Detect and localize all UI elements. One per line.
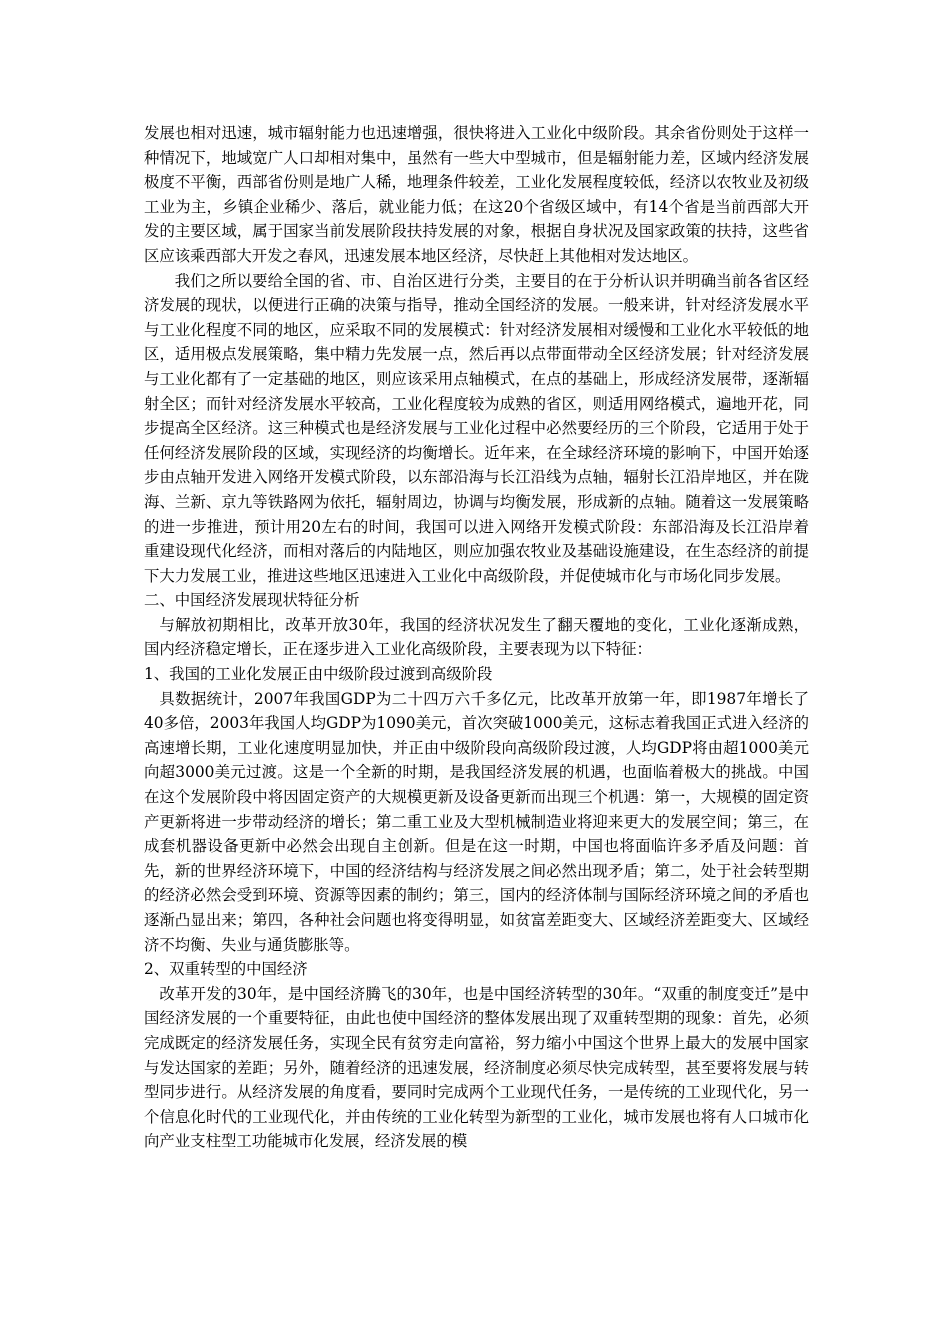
paragraph-regional-development-continued: 发展也相对迅速，城市辐射能力也迅速增强，很快将进入工业化中级阶段。其余省份则处于这样一种情况下，地域宽广人口却相对集中，虽然有一些大中型城市，但是辐射能力差，区域内经济发展极度不平衡，西部省份则是地广人稀，地理条件较差，工业化发展程度较低，经济以农牧业及初级工业为主，乡镇企业稀少、落后，就业能力低；在这20个省级区域中，有14个省是当前西部大开发的主要区域，属于国家当前发展阶段扶持发展的对象，根据自身状况及国家政策的扶持，这些省区应该乘西部大开发之春风，迅速发展本地区经济，尽快赶上其他相对发达地区。	[144, 124, 809, 265]
document-page	[144, 121, 809, 1154]
paragraph-development-models: 我们之所以要给全国的省、市、自治区进行分类，主要目的在于分析认识并明确当前各省区经济发展的现状，以便进行正确的决策与指导，推动全国经济的发展。一般来讲，针对经济发展水平与工业化程度不同的地区，应采取不同的发展模式：针对经济发展相对缓慢和工业化水平较低的地区，适用极点发展策略，集中精力先发展一点，然后再以点带面带动全区经济发展；针对经济发展与工业化都有了一定基础的地区，则应该采用点轴模式，在点的基础上，形成经济发展带，逐渐辐射全区；而针对经济发展水平较高，工业化程度较为成熟的省区，则适用网络模式，遍地开花，同步提高全区经济。这三种模式也是经济发展与工业化过程中必然要经历的三个阶段，它适用于处于任何经济发展阶段的区域，实现经济的均衡增长。近年来，在全球经济环境的影响下，中国开始逐步由点轴开发进入网络开发模式阶段，以东部沿海与长江沿线为点轴，辐射长江沿岸地区，并在陇海、兰新、京九等铁路网为依托，辐射周边，协调与均衡发展，形成新的点轴。随着这一发展策略的进一步推进，预计用20左右的时间，我国可以进入网络开发模式阶段：东部沿海及长江沿岸着重建设现代化经济，而相对落后的内陆地区，则应加强农牧业及基础设施建设，在生态经济的前提下大力发展工业，推进这些地区迅速进入工业化中高级阶段，并促使城市化与市场化同步发展。	[144, 271, 809, 585]
section-heading-status-analysis: 二、中国经济发展现状特征分析	[144, 591, 360, 610]
paragraph-dual-transition: 改革开发的30年，是中国经济腾飞的30年，也是中国经济转型的30年。“双重的制度变迁”是中国经济发展的一个重要特征，由此也使中国经济的整体发展出现了双重转型期的现象：首先，必须完成既定的经济发展任务，实现全民有贫穷走向富裕，努力缩小中国这个世界上最大的发展中国家与发达国家的差距；另外，随着经济的迅速发展，经济制度必须尽快完成转型，甚至要将发展与转型同步进行。从经济发展的角度看，要同时完成两个工业现代任务，一是传统的工业现代化，另一个信息化时代的工业现代化，并由传统的工业化转型为新型的工业化，城市发展也将有人口城市化向产业支柱型工功能城市化发展，经济发展的模	[144, 984, 809, 1151]
paragraph-gdp-statistics: 具数据统计，2007年我国GDP为二十四万六千多亿元，比改革开放第一年，即1987年增长了40多倍，2003年我国人均GDP为1090美元，首次突破1000美元，这标志着我国正式进入经济的高速增长期，工业化速度明显加快，并正由中级阶段向高级阶段过渡，人均GDP将由超1000美元向超3000美元过渡。这是一个全新的时期，是我国经济发展的机遇，也面临着极大的挑战。中国在这个发展阶段中将因固定资产的大规模更新及设备更新而出现三个机遇：第一，大规模的固定资产更新将进一步带动经济的增长；第二重工业及大型机械制造业将迎来更大的发展空间；第三，在成套机器设备更新中必然会出现自主创新。但是在这一时期，中国也将面临许多矛盾及问题：首先，新的世界经济环境下，中国的经济结构与经济发展之间必然出现矛盾；第二，处于社会转型期的经济必然会受到环境、资源等因素的制约；第三，国内的经济体制与国际经济环境之间的矛盾也逐渐凸显出来；第四，各种社会问题也将变得明显，如贫富差距变大、区域经济差距变大、区域经济不均衡、失业与通货膨胀等。	[144, 689, 809, 954]
subheading-dual-transition: 2、双重转型的中国经济	[144, 960, 308, 979]
subheading-industrialization-stage: 1、我国的工业化发展正由中级阶段过渡到高级阶段	[144, 665, 493, 684]
paragraph-reform-overview: 与解放初期相比，改革开放30年，我国的经济状况发生了翻天覆地的变化，工业化逐渐成熟，国内经济稳定增长，正在逐步进入工业化高级阶段，主要表现为以下特征：	[144, 615, 809, 659]
